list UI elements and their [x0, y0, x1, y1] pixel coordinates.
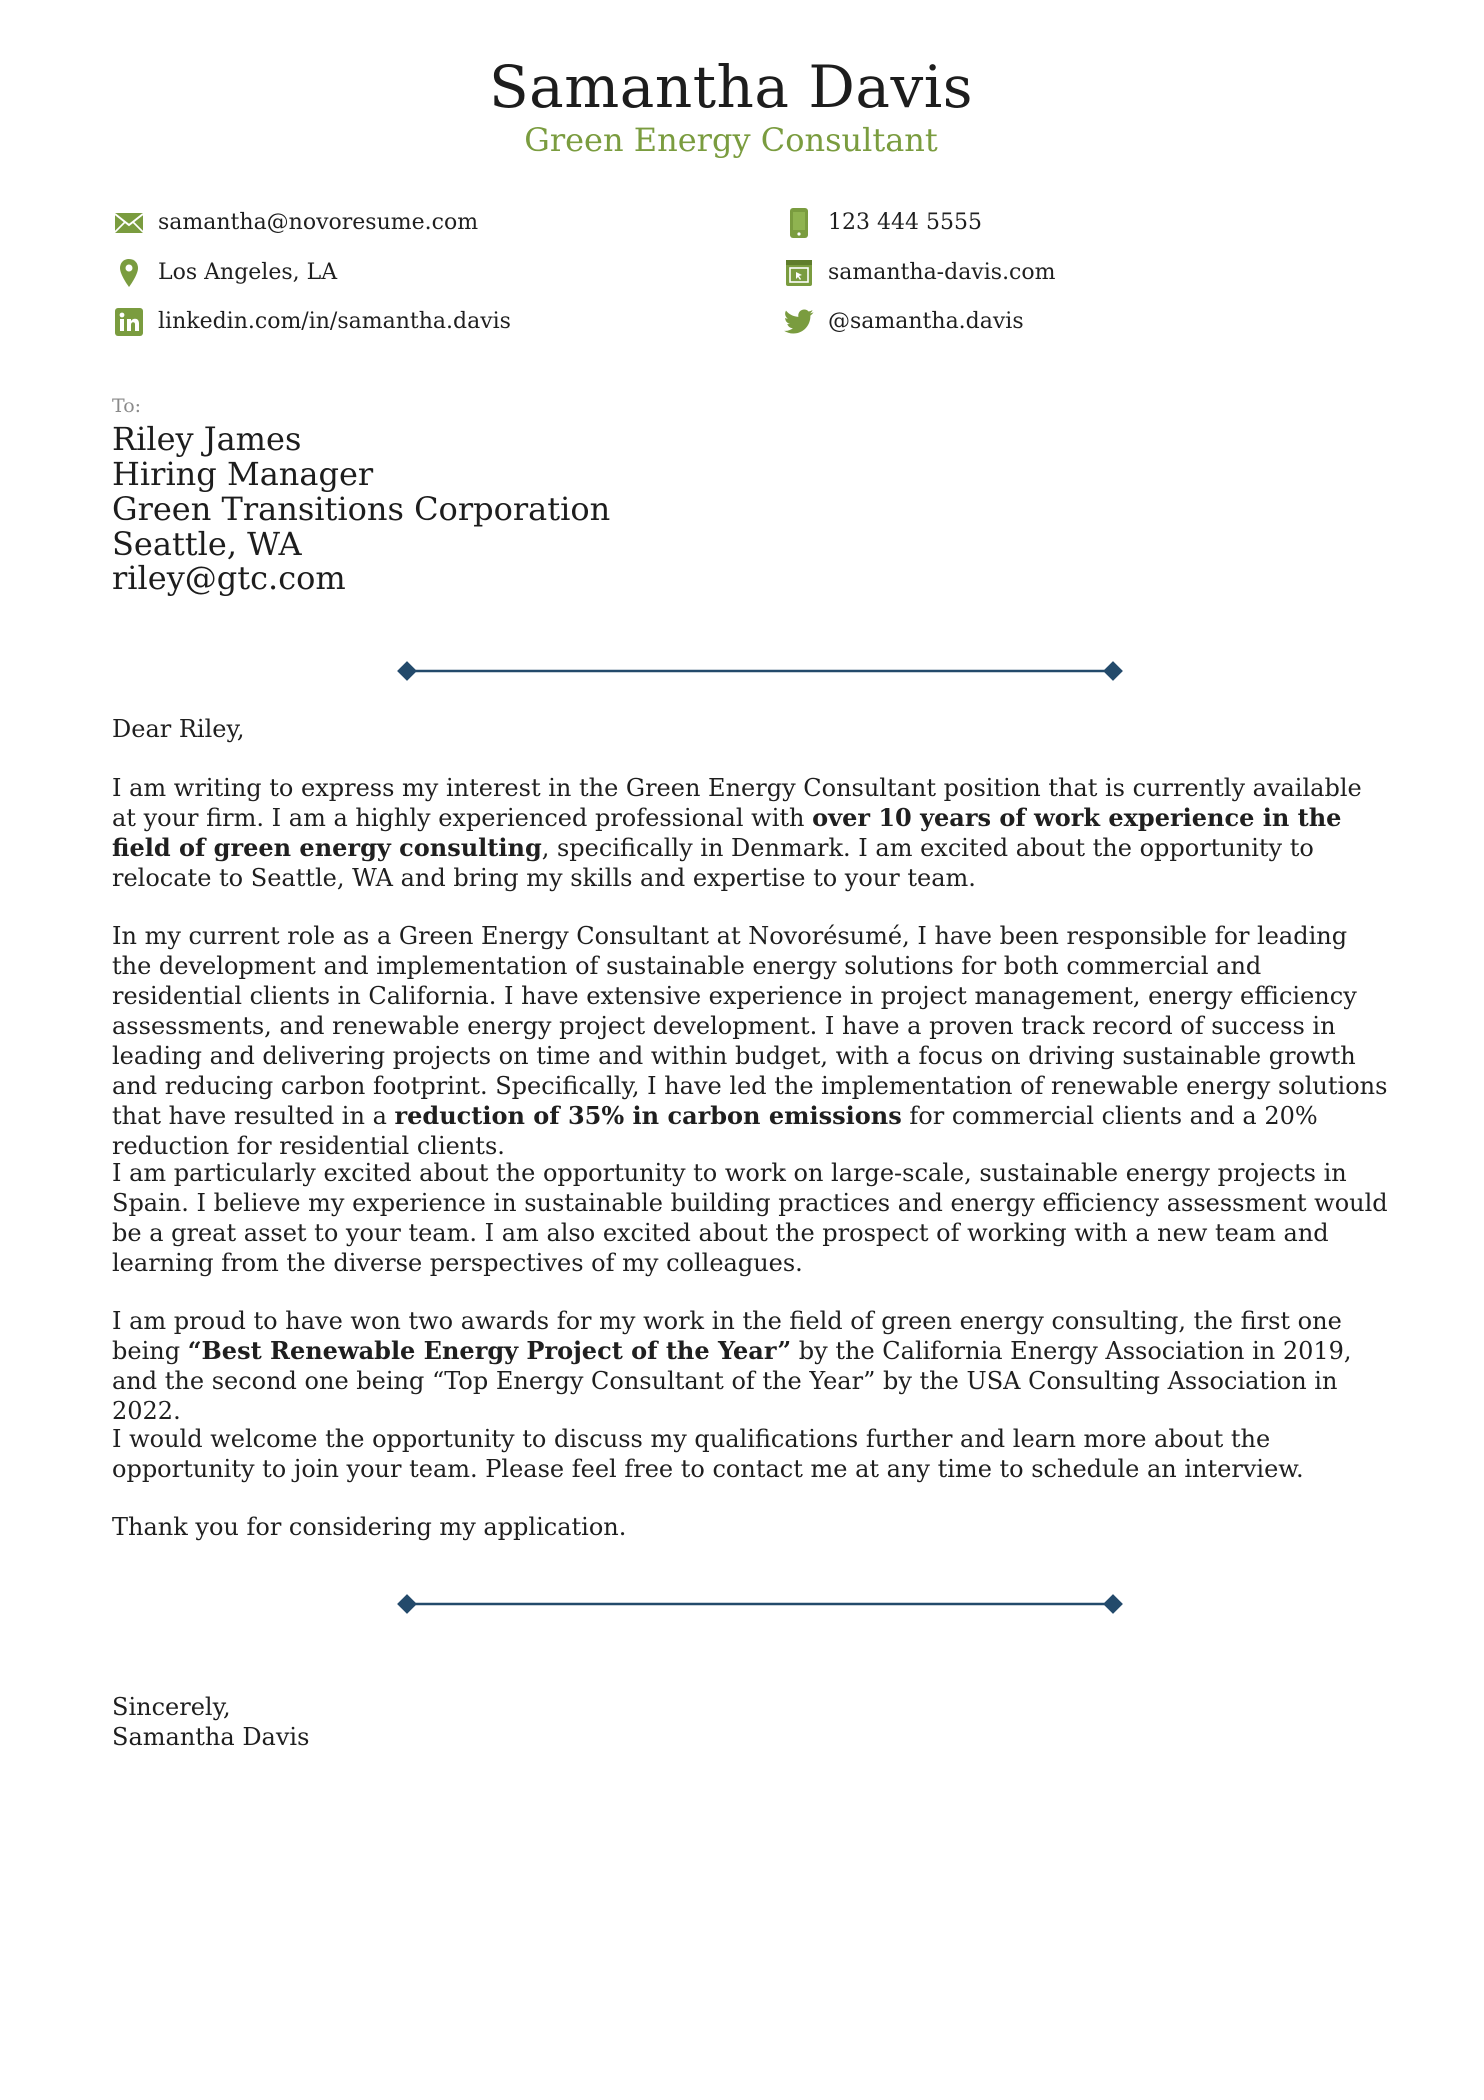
paragraph-4-text: I am proud to have won two awards for my work in the field of green energy consulting, the first one being — [112, 1307, 1342, 1365]
phone-icon — [784, 208, 814, 238]
recipient-company: Green Transitions Corporation — [112, 490, 611, 528]
contact-location — [114, 257, 337, 289]
contact-linkedin-text: linkedin.com/in/samantha.davis — [158, 309, 511, 334]
letter-greeting — [112, 714, 1392, 744]
recipient-position: Hiring Manager — [112, 455, 374, 493]
paragraph-2-text: In my current role as a Green Energy Consultant at Novorésumé, I have been responsible for leading the development and implementation of sustainable energy solutions for both commercial and residential clients in California. I have extensive experience in project management, energy efficiency assessments, and renewable energy project development. I have a proven track record of success in leading and delivering projects on time and within budget, with a focus on driving sustainable growth and reducing carbon footprint. Specifically, I have led the implementation of renewable energy solutions that have resulted in a — [112, 922, 1388, 1130]
contact-email[interactable] — [114, 207, 478, 239]
contact-location-text: Los Angeles, LA — [158, 260, 338, 285]
recipient-email[interactable]: riley@gtc.com — [112, 559, 346, 597]
contact-phone[interactable] — [784, 207, 982, 239]
letter-paragraph-5 — [112, 1424, 1392, 1484]
letter-paragraph-1 — [112, 773, 1392, 893]
contact-phone-text: 123 444 5555 — [828, 210, 982, 235]
contact-twitter-text: @samantha.davis — [828, 309, 1024, 334]
paragraph-6-text: Thank you for considering my application. — [112, 1513, 627, 1541]
closing-text: Sincerely, — [112, 1693, 231, 1721]
paragraph-5-text: I would welcome the opportunity to discuss my qualifications further and learn more about the opportunity to join your team. Please feel free to contact me at any time to schedule an interview. — [112, 1425, 1304, 1483]
contact-website-text: samantha-davis.com — [828, 260, 1056, 285]
letter-paragraph-6 — [112, 1512, 1392, 1542]
recipient-city: Seattle, WA — [112, 525, 302, 563]
contact-website[interactable] — [784, 257, 1056, 289]
envelope-icon — [114, 208, 144, 238]
contact-twitter[interactable] — [784, 306, 1024, 338]
paragraph-4-highlight: “Best Renewable Energy Project of the Year” — [187, 1336, 792, 1365]
signature-block — [112, 1692, 309, 1752]
paragraph-1-highlight: over 10 years of work experience in the field of green energy consulting — [112, 803, 1342, 862]
letter-paragraph-3 — [112, 1158, 1392, 1278]
applicant-title: Green Energy Consultant — [524, 121, 938, 159]
section-divider-top — [395, 659, 1125, 683]
recipient-name: Riley James — [112, 420, 302, 458]
contact-email-text: samantha@novoresume.com — [158, 210, 479, 235]
contact-linkedin[interactable] — [114, 306, 511, 338]
linkedin-icon — [114, 307, 144, 337]
applicant-name: Samantha Davis — [488, 53, 974, 121]
letter-paragraph-2 — [112, 921, 1392, 1161]
paragraph-2-text-end: for commercial clients and a 20% reduction for residential clients. — [112, 1102, 1318, 1160]
paragraph-1-text: I am writing to express my interest in the Green Energy Consultant position that is currently available at your firm. I am a highly experienced professional with — [112, 774, 1362, 832]
signature-name: Samantha Davis — [112, 1723, 310, 1751]
twitter-icon — [784, 307, 814, 337]
paragraph-3-text: I am particularly excited about the opportunity to work on large-scale, sustainable energy projects in Spain. I believe my experience in sustainable building practices and energy efficiency assessment would be a great asset to your team. I am also excited about the prospect of working with a new team and learning from the diverse perspectives of my colleagues. — [112, 1159, 1388, 1277]
greeting-text: Dear Riley, — [112, 715, 245, 743]
section-divider-bottom — [395, 1592, 1125, 1616]
letter-paragraph-4 — [112, 1306, 1392, 1426]
map-pin-icon — [114, 258, 144, 288]
paragraph-2-highlight: reduction of 35% in carbon emissions — [394, 1101, 902, 1130]
paragraph-1-text-end: , specifically in Denmark. I am excited about the opportunity to relocate to Seattle, WA and bring my skills and expertise to your team. — [112, 834, 1314, 892]
recipient-label: To: — [112, 395, 142, 417]
paragraph-4-text-end: by the California Energy Association in 2019, and the second one being “Top Energy Consultant of the Year” by the USA Consulting Association in 2022. — [112, 1337, 1352, 1425]
website-icon — [784, 258, 814, 288]
